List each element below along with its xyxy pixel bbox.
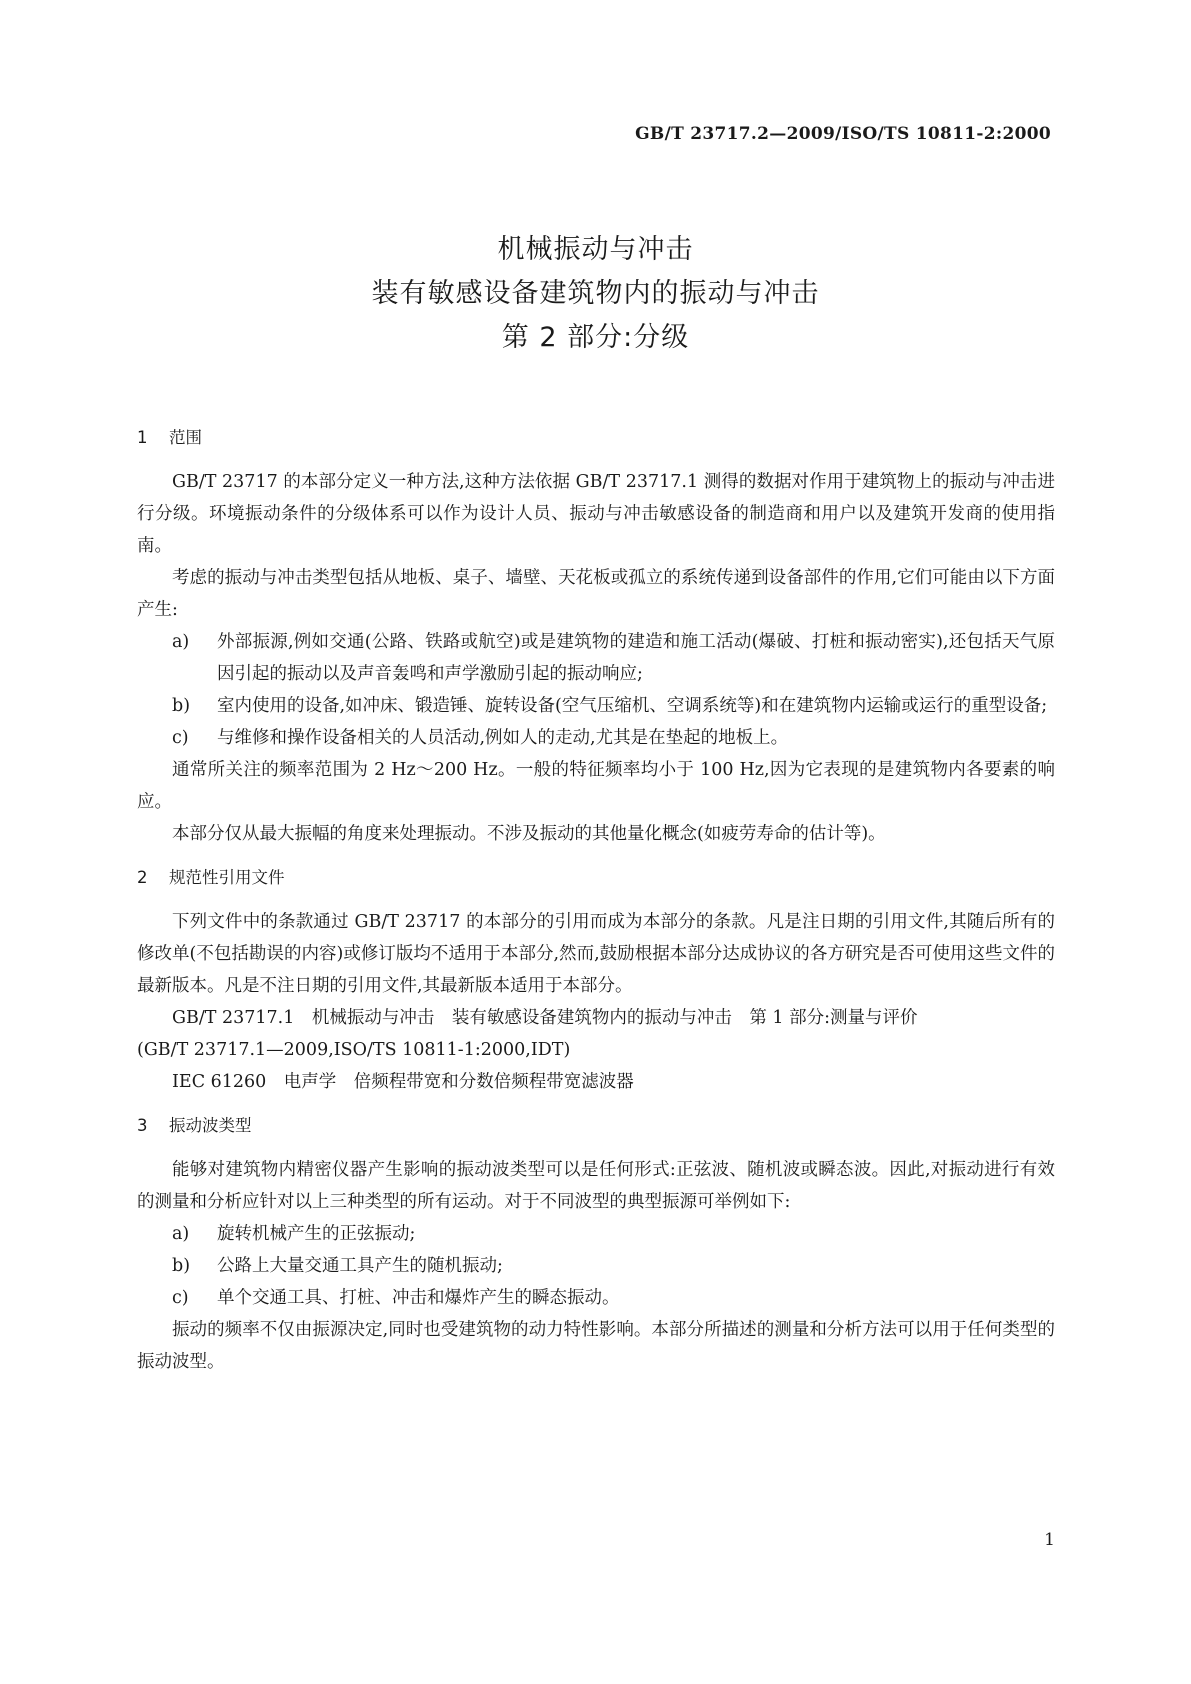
list-text: 单个交通工具、打桩、冲击和爆炸产生的瞬态振动。 — [217, 1288, 620, 1308]
section-heading — [137, 864, 1055, 888]
list-marker: c) — [172, 1288, 189, 1308]
section-vibration-wave-types — [137, 1112, 1055, 1378]
section-number: 3 — [137, 1116, 148, 1135]
list-item — [137, 1250, 1055, 1282]
paragraph: 本部分仅从最大振幅的角度来处理振动。不涉及振动的其他量化概念(如疲劳寿命的估计等)。 — [172, 824, 886, 844]
reference-entry: GB/T 23717.1 机械振动与冲击 装有敏感设备建筑物内的振动与冲击 第 1 部分:测量与评价 — [172, 1008, 918, 1028]
list-item — [137, 626, 1055, 690]
document-title — [0, 228, 1191, 360]
paragraph: 能够对建筑物内精密仪器产生影响的振动波类型可以是任何形式:正弦波、随机波或瞬态波。因此,对振动进行有效的测量和分析应针对以上三种类型的所有运动。对于不同波型的典型振源可举例如下: — [137, 1160, 1055, 1212]
section-number: 2 — [137, 868, 148, 887]
list-text: 与维修和操作设备相关的人员活动,例如人的走动,尤其是在垫起的地板上。 — [217, 728, 789, 748]
title-line-2: 装有敏感设备建筑物内的振动与冲击 — [371, 278, 820, 309]
paragraph: GB/T 23717 的本部分定义一种方法,这种方法依据 GB/T 23717.1 测得的数据对作用于建筑物上的振动与冲击进行分级。环境振动条件的分级体系可以作为设计人员、振动与冲击敏感设备的制造商和用户以及建筑开发商的使用指南。 — [137, 472, 1055, 556]
list-marker: c) — [172, 728, 189, 748]
document-body — [137, 424, 1055, 1378]
list-text: 外部振源,例如交通(公路、铁路或航空)或是建筑物的建造和施工活动(爆破、打桩和振动密实),还包括天气原因引起的振动以及声音轰鸣和声学激励引起的振动响应; — [217, 632, 1055, 684]
section-number: 1 — [137, 428, 148, 447]
paragraph: 通常所关注的频率范围为 2 Hz～200 Hz。一般的特征频率均小于 100 Hz,因为它表现的是建筑物内各要素的响应。 — [137, 760, 1055, 812]
page-number: 1 — [1044, 1530, 1055, 1550]
list-marker: b) — [172, 696, 191, 716]
section-title: 范围 — [169, 428, 202, 447]
list-item — [137, 1282, 1055, 1314]
title-line-1: 机械振动与冲击 — [497, 234, 694, 265]
title-line-3: 第 2 部分:分级 — [501, 322, 690, 353]
section-normative-references — [137, 864, 1055, 1098]
list-item — [137, 690, 1055, 722]
list-text: 公路上大量交通工具产生的随机振动; — [217, 1256, 503, 1276]
paragraph: 振动的频率不仅由振源决定,同时也受建筑物的动力特性影响。本部分所描述的测量和分析方法可以用于任何类型的振动波型。 — [137, 1320, 1055, 1372]
list-marker: a) — [172, 1224, 190, 1244]
reference-entry: IEC 61260 电声学 倍频程带宽和分数倍频程带宽滤波器 — [172, 1072, 634, 1092]
list-text: 室内使用的设备,如冲床、锻造锤、旋转设备(空气压缩机、空调系统等)和在建筑物内运输或运行的重型设备; — [217, 696, 1048, 716]
section-title: 规范性引用文件 — [169, 868, 285, 887]
paragraph: 考虑的振动与冲击类型包括从地板、桌子、墙壁、天花板或孤立的系统传递到设备部件的作用,它们可能由以下方面产生: — [137, 568, 1055, 620]
section-heading — [137, 424, 1055, 448]
list-marker: a) — [172, 632, 190, 652]
paragraph: 下列文件中的条款通过 GB/T 23717 的本部分的引用而成为本部分的条款。凡是注日期的引用文件,其随后所有的修改单(不包括勘误的内容)或修订版均不适用于本部分,然而,鼓励根据本部分达成协议的各方研究是否可使用这些文件的最新版本。凡是不注日期的引用文件,其最新版本适用于本部分。 — [137, 912, 1055, 996]
reference-entry-continuation: (GB/T 23717.1—2009,ISO/TS 10811-1:2000,IDT) — [137, 1040, 571, 1060]
standard-code: GB/T 23717.2—2009/ISO/TS 10811-2:2000 — [635, 124, 1051, 144]
list-item — [137, 722, 1055, 754]
list-text: 旋转机械产生的正弦振动; — [217, 1224, 416, 1244]
list-item — [137, 1218, 1055, 1250]
list-marker: b) — [172, 1256, 191, 1276]
section-heading — [137, 1112, 1055, 1136]
section-scope — [137, 424, 1055, 850]
section-title: 振动波类型 — [169, 1116, 252, 1135]
